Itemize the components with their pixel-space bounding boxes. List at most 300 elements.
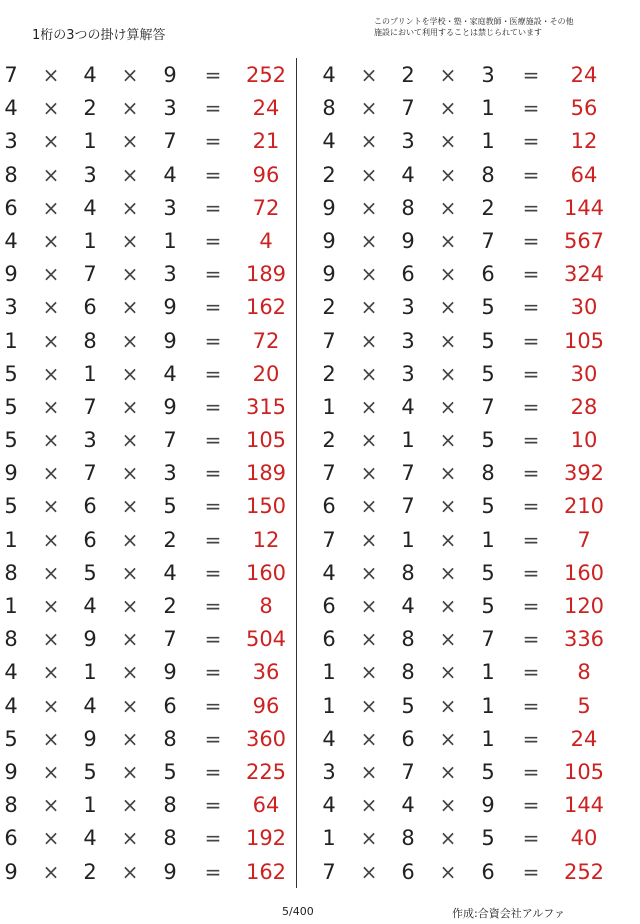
equals-sign: = [204,262,222,287]
operand-value: 2 [163,594,177,618]
operand-value: 7 [481,394,495,419]
operand-value: 3 [163,262,177,287]
problem-row [0,290,310,323]
answer-value: 336 [563,627,605,652]
problem-row [318,91,628,124]
answer-value: 8 [577,660,591,685]
operand-value: 7 [481,228,495,253]
problem-row [0,423,310,456]
answer-value: 24 [570,63,598,87]
operand-value: 8 [4,793,18,818]
operand-value: 8 [4,627,18,652]
problem-row [0,788,310,821]
times-sign: × [360,494,378,519]
equals-sign: = [522,63,540,87]
equals-sign: = [204,394,222,419]
equals-sign: = [522,594,540,618]
answer-value: 162 [245,859,287,884]
answer-value: 210 [563,494,605,519]
operand-value: 9 [83,627,97,652]
problem-row [0,224,310,257]
times-sign: × [42,295,60,320]
operand-value: 9 [163,859,177,884]
times-sign: × [360,859,378,884]
operand-value: 5 [83,560,97,585]
times-sign: × [360,129,378,154]
problem-row [318,722,628,755]
operand-value: 1 [83,660,97,685]
times-sign: × [42,560,60,585]
times-sign: × [42,162,60,187]
times-sign: × [439,859,457,884]
times-sign: × [360,195,378,220]
equals-sign: = [522,494,540,519]
operand-value: 6 [4,195,18,220]
equals-sign: = [204,826,222,851]
times-sign: × [439,693,457,718]
times-sign: × [42,826,60,851]
problem-row [0,622,310,655]
operand-value: 1 [401,527,415,552]
operand-value: 8 [163,793,177,818]
equals-sign: = [522,162,540,187]
problem-row [0,556,310,589]
equals-sign: = [522,295,540,320]
times-sign: × [360,63,378,87]
times-sign: × [42,693,60,718]
right-problem-column [318,58,628,888]
equals-sign: = [204,627,222,652]
operand-value: 3 [83,428,97,453]
times-sign: × [42,594,60,618]
answer-value: 20 [252,361,280,386]
operand-value: 9 [4,759,18,784]
times-sign: × [121,793,139,818]
operand-value: 3 [4,129,18,154]
times-sign: × [439,262,457,287]
operand-value: 3 [401,361,415,386]
equals-sign: = [522,560,540,585]
left-problem-column [0,58,310,888]
problem-row [318,489,628,522]
operand-value: 3 [322,759,336,784]
operand-value: 3 [401,295,415,320]
answer-value: 567 [563,228,605,253]
equals-sign: = [204,461,222,486]
answer-value: 150 [245,494,287,519]
times-sign: × [439,228,457,253]
times-sign: × [42,96,60,121]
problem-row [0,357,310,390]
problem-row [0,589,310,622]
answer-value: 225 [245,759,287,784]
answer-value: 105 [245,428,287,453]
equals-sign: = [522,527,540,552]
equals-sign: = [522,627,540,652]
times-sign: × [42,494,60,519]
problem-row [0,755,310,788]
times-sign: × [439,96,457,121]
operand-value: 1 [481,527,495,552]
operand-value: 7 [401,96,415,121]
times-sign: × [360,826,378,851]
problem-row [318,58,628,91]
operand-value: 2 [322,361,336,386]
operand-value: 1 [481,129,495,154]
problem-row [0,655,310,688]
operand-value: 2 [322,295,336,320]
problem-row [318,689,628,722]
times-sign: × [439,129,457,154]
times-sign: × [360,693,378,718]
operand-value: 6 [481,859,495,884]
equals-sign: = [522,394,540,419]
operand-value: 9 [163,660,177,685]
equals-sign: = [522,793,540,818]
times-sign: × [360,594,378,618]
operand-value: 5 [4,394,18,419]
problem-row [318,390,628,423]
operand-value: 1 [322,826,336,851]
equals-sign: = [522,660,540,685]
answer-value: 144 [563,195,605,220]
operand-value: 8 [4,560,18,585]
times-sign: × [439,162,457,187]
equals-sign: = [204,129,222,154]
operand-value: 7 [83,461,97,486]
operand-value: 4 [401,162,415,187]
equals-sign: = [522,361,540,386]
answer-value: 192 [245,826,287,851]
times-sign: × [360,428,378,453]
problem-row [0,390,310,423]
equals-sign: = [522,262,540,287]
times-sign: × [42,262,60,287]
problem-row [0,689,310,722]
operand-value: 1 [4,328,18,353]
times-sign: × [42,726,60,751]
operand-value: 4 [322,726,336,751]
problem-row [318,290,628,323]
equals-sign: = [204,195,222,220]
author-credit: 作成:合資会社アルファ [452,907,566,920]
problem-row [318,224,628,257]
problem-row [318,622,628,655]
operand-value: 4 [4,96,18,121]
times-sign: × [360,262,378,287]
operand-value: 9 [322,262,336,287]
answer-value: 30 [570,295,598,320]
operand-value: 1 [322,394,336,419]
times-sign: × [439,759,457,784]
times-sign: × [439,428,457,453]
operand-value: 8 [322,96,336,121]
times-sign: × [439,793,457,818]
operand-value: 3 [401,328,415,353]
times-sign: × [121,859,139,884]
answer-value: 12 [252,527,280,552]
problem-row [318,357,628,390]
problem-row [318,821,628,854]
times-sign: × [121,461,139,486]
operand-value: 8 [401,195,415,220]
operand-value: 1 [322,693,336,718]
operand-value: 7 [4,63,18,87]
operand-value: 3 [163,96,177,121]
operand-value: 4 [322,560,336,585]
operand-value: 6 [481,262,495,287]
operand-value: 1 [322,660,336,685]
times-sign: × [121,361,139,386]
answer-value: 4 [259,228,273,253]
problem-row [0,91,310,124]
times-sign: × [121,693,139,718]
operand-value: 3 [4,295,18,320]
answer-value: 64 [570,162,598,187]
equals-sign: = [522,859,540,884]
operand-value: 4 [83,195,97,220]
problem-row [318,556,628,589]
times-sign: × [439,63,457,87]
times-sign: × [439,461,457,486]
operand-value: 3 [163,461,177,486]
operand-value: 5 [481,361,495,386]
operand-value: 2 [401,63,415,87]
operand-value: 9 [163,63,177,87]
problem-row [0,191,310,224]
answer-value: 64 [252,793,280,818]
operand-value: 2 [322,162,336,187]
times-sign: × [360,361,378,386]
answer-value: 72 [252,195,280,220]
equals-sign: = [204,96,222,121]
times-sign: × [360,96,378,121]
times-sign: × [42,361,60,386]
times-sign: × [439,494,457,519]
operand-value: 4 [4,228,18,253]
times-sign: × [121,527,139,552]
times-sign: × [439,594,457,618]
answer-value: 30 [570,361,598,386]
operand-value: 6 [322,627,336,652]
times-sign: × [360,162,378,187]
answer-value: 360 [245,726,287,751]
operand-value: 9 [401,228,415,253]
answer-value: 160 [245,560,287,585]
times-sign: × [42,63,60,87]
operand-value: 8 [4,162,18,187]
operand-value: 7 [401,461,415,486]
operand-value: 3 [83,162,97,187]
equals-sign: = [522,693,540,718]
problem-row [318,423,628,456]
operand-value: 7 [401,759,415,784]
operand-value: 8 [401,560,415,585]
times-sign: × [42,627,60,652]
operand-value: 3 [481,63,495,87]
operand-value: 7 [322,461,336,486]
operand-value: 8 [481,461,495,486]
times-sign: × [121,660,139,685]
operand-value: 7 [322,527,336,552]
problem-row [318,523,628,556]
page-title: 1桁の3つの掛け算解答 [32,28,166,43]
operand-value: 1 [481,660,495,685]
answer-value: 36 [252,660,280,685]
problem-row [0,523,310,556]
equals-sign: = [204,560,222,585]
equals-sign: = [204,594,222,618]
operand-value: 9 [322,228,336,253]
operand-value: 9 [163,295,177,320]
equals-sign: = [522,428,540,453]
times-sign: × [439,660,457,685]
answer-value: 252 [563,859,605,884]
operand-value: 5 [163,759,177,784]
problem-row [0,489,310,522]
answer-value: 10 [570,428,598,453]
operand-value: 5 [481,759,495,784]
operand-value: 4 [4,693,18,718]
equals-sign: = [204,759,222,784]
equals-sign: = [522,726,540,751]
times-sign: × [42,461,60,486]
operand-value: 2 [83,96,97,121]
answer-value: 324 [563,262,605,287]
times-sign: × [439,328,457,353]
answer-value: 252 [245,63,287,87]
answer-value: 160 [563,560,605,585]
equals-sign: = [204,361,222,386]
operand-value: 7 [322,859,336,884]
operand-value: 2 [481,195,495,220]
operand-value: 6 [163,693,177,718]
answer-value: 7 [577,527,591,552]
times-sign: × [360,394,378,419]
operand-value: 7 [83,262,97,287]
operand-value: 5 [163,494,177,519]
answer-value: 105 [563,328,605,353]
times-sign: × [360,328,378,353]
operand-value: 4 [83,826,97,851]
operand-value: 1 [83,228,97,253]
times-sign: × [121,726,139,751]
operand-value: 1 [481,96,495,121]
times-sign: × [439,361,457,386]
operand-value: 5 [4,726,18,751]
times-sign: × [439,726,457,751]
answer-value: 504 [245,627,287,652]
equals-sign: = [204,726,222,751]
times-sign: × [121,428,139,453]
operand-value: 4 [401,793,415,818]
times-sign: × [42,129,60,154]
times-sign: × [121,228,139,253]
operand-value: 4 [163,162,177,187]
times-sign: × [42,660,60,685]
times-sign: × [439,826,457,851]
answer-value: 8 [259,594,273,618]
times-sign: × [121,394,139,419]
problem-row [318,124,628,157]
operand-value: 4 [322,129,336,154]
operand-value: 4 [401,594,415,618]
equals-sign: = [204,428,222,453]
times-sign: × [42,428,60,453]
equals-sign: = [204,527,222,552]
operand-value: 1 [163,228,177,253]
operand-value: 4 [83,693,97,718]
operand-value: 4 [322,793,336,818]
problem-row [318,855,628,888]
equals-sign: = [204,693,222,718]
operand-value: 5 [4,494,18,519]
times-sign: × [121,295,139,320]
answer-value: 24 [570,726,598,751]
operand-value: 1 [401,428,415,453]
operand-value: 8 [401,660,415,685]
operand-value: 4 [322,63,336,87]
operand-value: 6 [401,262,415,287]
equals-sign: = [522,129,540,154]
operand-value: 1 [83,361,97,386]
times-sign: × [360,461,378,486]
operand-value: 9 [4,859,18,884]
operand-value: 2 [322,428,336,453]
times-sign: × [360,228,378,253]
answer-value: 28 [570,394,598,419]
operand-value: 4 [4,660,18,685]
operand-value: 6 [322,594,336,618]
answer-value: 24 [252,96,280,121]
equals-sign: = [522,328,540,353]
operand-value: 3 [163,195,177,220]
equals-sign: = [204,228,222,253]
operand-value: 8 [401,826,415,851]
operand-value: 2 [83,859,97,884]
equals-sign: = [204,859,222,884]
equals-sign: = [522,759,540,784]
problem-row [0,257,310,290]
operand-value: 5 [481,594,495,618]
operand-value: 6 [83,295,97,320]
operand-value: 1 [83,129,97,154]
times-sign: × [360,726,378,751]
operand-value: 5 [481,328,495,353]
operand-value: 8 [401,627,415,652]
times-sign: × [42,228,60,253]
problem-row [318,257,628,290]
times-sign: × [439,627,457,652]
operand-value: 5 [83,759,97,784]
operand-value: 7 [163,129,177,154]
problem-row [0,324,310,357]
problem-row [318,324,628,357]
times-sign: × [121,328,139,353]
operand-value: 7 [322,328,336,353]
operand-value: 9 [163,328,177,353]
page-number: 5/400 [282,905,314,918]
operand-value: 1 [83,793,97,818]
answer-value: 40 [570,826,598,851]
times-sign: × [360,295,378,320]
operand-value: 4 [163,560,177,585]
times-sign: × [42,328,60,353]
problem-row [318,456,628,489]
times-sign: × [121,594,139,618]
times-sign: × [121,494,139,519]
problem-row [318,655,628,688]
